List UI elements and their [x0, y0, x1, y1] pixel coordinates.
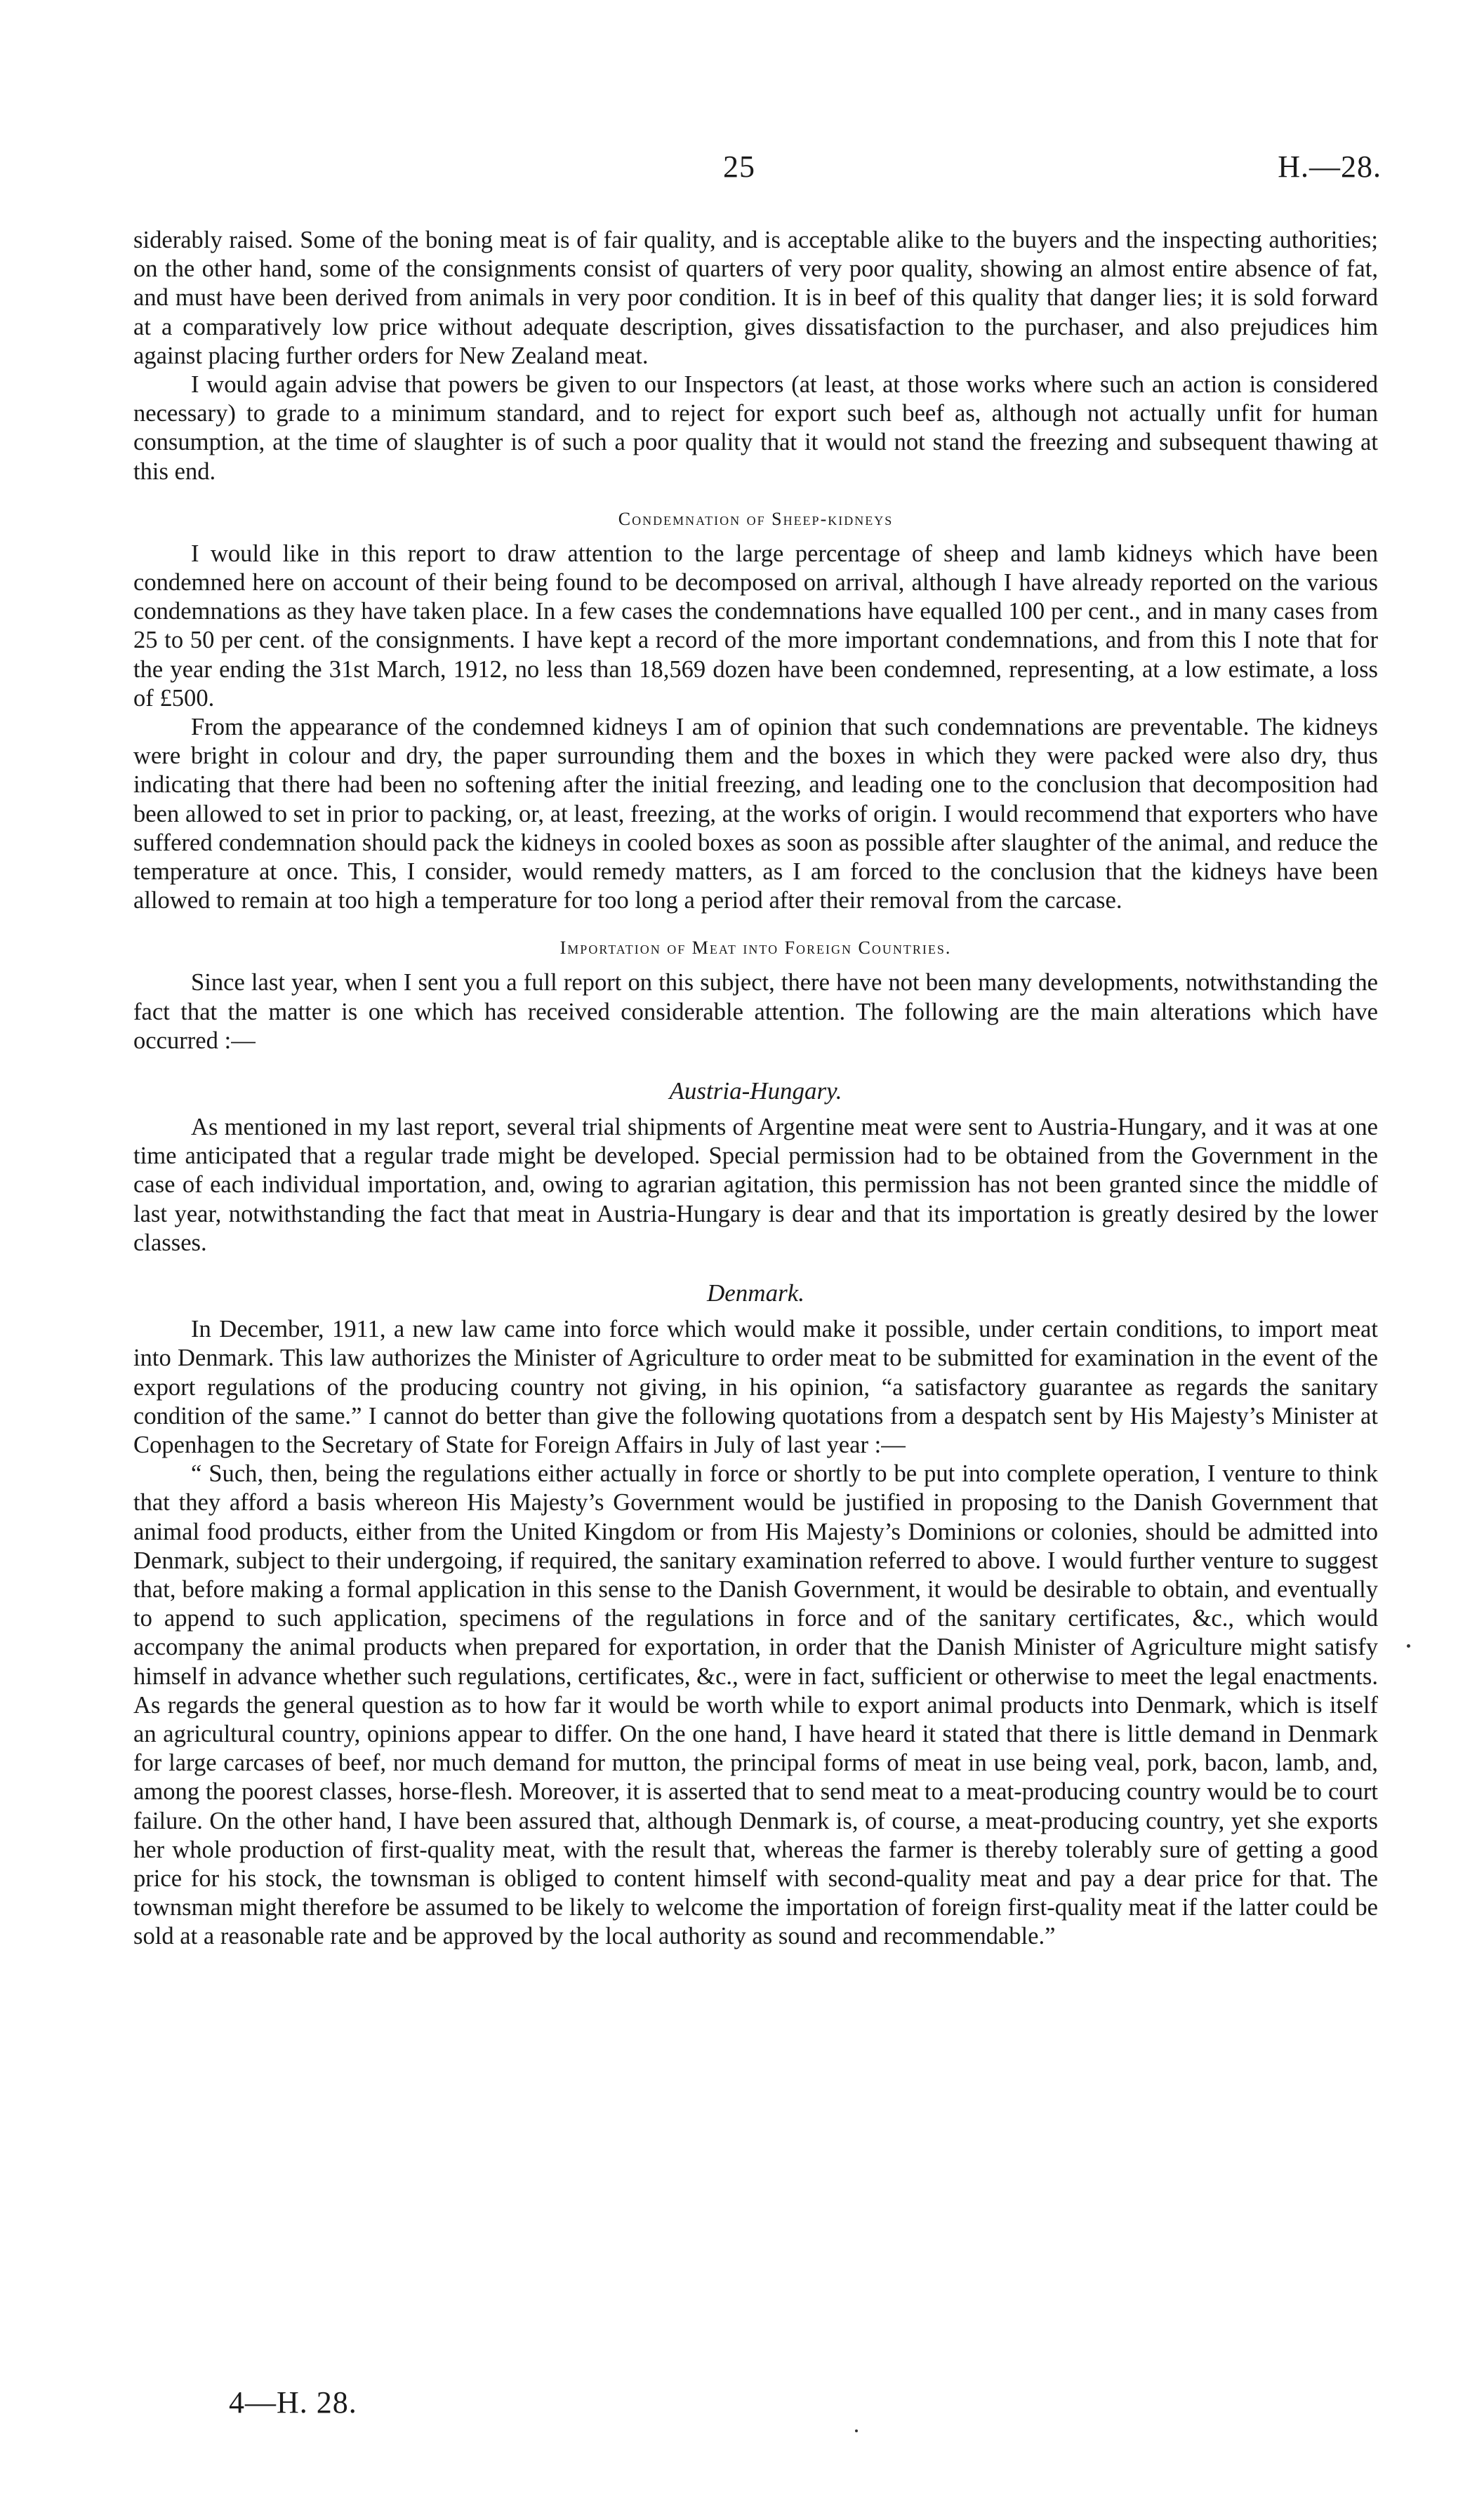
document-reference: H.—28.	[1278, 149, 1382, 184]
body-text	[133, 226, 1378, 1952]
print-speck	[1407, 1644, 1410, 1648]
paragraph-inspectors: I would again advise that powers be given to our Inspectors (at least, at those works where such an action is considered necessary) to grade to a minimum standard, and to reject for export such beef as, although not actually unfit for human consumption, at the time of slaughter is of such a poor quality that it would not stand the freezing and subsequent thawing at this end.	[133, 371, 1378, 485]
paragraph-importation-intro: Since last year, when I sent you a full report on this subject, there have not been many developments, notwithstanding the fact that the matter is one which has received considerable attention. The following are the main alterations which have occurred :—	[133, 969, 1378, 1054]
page-number: 25	[723, 149, 755, 184]
paragraph-kidneys-condemned: I would like in this report to draw attention to the large percentage of sheep and lamb kidneys which have been condemned here on account of their being found to be decomposed on arrival, although I have already reported on the various condemnations as they have taken place. In a few cases the condemnations have equalled 100 per cent., and in many cases from 25 to 50 per cent. of the consignments. I have kept a record of the more important condemnations, and from this I note that for the year ending the 31st March, 1912, no less than 18,569 dozen have been condemned, representing, at a low estimate, a loss of £500.	[133, 540, 1378, 712]
paragraph-kidneys-preventable: From the appearance of the condemned kidneys I am of opinion that such condemnations are preventable. The kidneys were bright in colour and dry, the paper surrounding them and the boxes in which they were packed were also dry, thus indicating that there had been no softening after the initial freezing, and leading one to the conclusion that decomposition had been allowed to set in prior to packing, or, at least, freezing, at the works of origin. I would recommend that exporters who have suffered condemnation should pack the kidneys in cooled boxes as soon as possible after slaughter of the animal, and reduce the temperature at once. This, I consider, would remedy matters, as I am forced to the conclusion that the kidneys have been allowed to remain at too high a temperature for too long a period after their removal from the carcase.	[133, 714, 1378, 914]
paragraph-continuation: siderably raised. Some of the boning meat is of fair quality, and is acceptable alike to the buyers and the inspecting authorities; on the other hand, some of the consignments consist of quarters of very poor quality, showing an almost entire absence of fat, and must have been derived from animals in very poor condition. It is in beef of this quality that danger lies; it is sold forward at a comparatively low price without adequate description, gives dissatisfaction to the purchaser, and also prejudices him against placing further orders for New Zealand meat.	[133, 227, 1378, 369]
heading-austria-hungary: Austria-Hungary.	[669, 1077, 842, 1105]
heading-denmark: Denmark.	[707, 1279, 804, 1307]
print-speck	[855, 2429, 858, 2432]
paragraph-despatch-quotation: “ Such, then, being the regulations either actually in force or shortly to be put into complete operation, I venture to think that they afford a basis whereon His Majesty’s Government would be justified in proposing to the Danish Government that animal food products, either from the United Kingdom or from His Majesty’s Dominions or colonies, should be admitted into Denmark, subject to their undergoing, if required, the sanitary examination referred to above. I would further venture to suggest that, before making a formal application in this sense to the Danish Government, it would be desirable to obtain, and eventually to append to such application, specimens of the regulations in force and of the sanitary certificates, &c., which would accompany the animal products when prepared for exportation, in order that the Danish Minister of Agriculture might satisfy himself in advance whether such regulations, certificates, &c., were in fact, sufficient or otherwise to meet the legal enactments. As regards the general question as to how far it would be worth while to export animal products into Denmark, which is itself an agricultural country, opinions appear to differ. On the one hand, I have heard it stated that there is little demand in Denmark for large carcases of beef, nor much demand for mutton, the principal forms of meat in use being veal, pork, bacon, lamb, and, among the poorest classes, horse-flesh. Moreover, it is asserted that to send meat to a meat-producing country would be to court failure. On the other hand, I have been assured that, although Denmark is, of course, a meat-producing country, yet she exports her whole production of first-quality meat, with the result that, whereas the farmer is thereby tolerably sure of getting a good price for his stock, the townsman is obliged to content himself with second-quality meat and pay a dear price for that. The townsman might therefore be assumed to be likely to welcome the importation of foreign first-quality meat if the latter could be sold at a reasonable rate and be approved by the local authority as sound and recommendable.”	[133, 1460, 1378, 1950]
heading-condemnation: Condemnation of Sheep-kidneys	[618, 508, 894, 529]
paragraph-denmark-law: In December, 1911, a new law came into force which would make it possible, under certain conditions, to import meat into Denmark. This law authorizes the Minister of Agriculture to order meat to be submitted for examination in the event of the export regulations of the producing country not giving, in his opinion, “a satisfactory guarantee as regards the sanitary condition of the same.” I cannot do better than give the following quotations from a despatch sent by His Majesty’s Minister at Copenhagen to the Secretary of State for Foreign Affairs in July of last year :—	[133, 1316, 1378, 1458]
signature-mark: 4—H. 28.	[229, 2385, 357, 2420]
paragraph-austria-hungary: As mentioned in my last report, several trial shipments of Argentine meat were sent to Austria-Hungary, and it was at one time anticipated that a regular trade might be developed. Special permission had to be obtained from the Government in the case of each individual importation, and, owing to agrarian agitation, this permission has not been granted since the middle of last year, notwithstanding the fact that meat in Austria-Hungary is dear and that its importation is greatly desired by the lower classes.	[133, 1114, 1378, 1256]
heading-importation: Importation of Meat into Foreign Countries.	[559, 938, 952, 959]
